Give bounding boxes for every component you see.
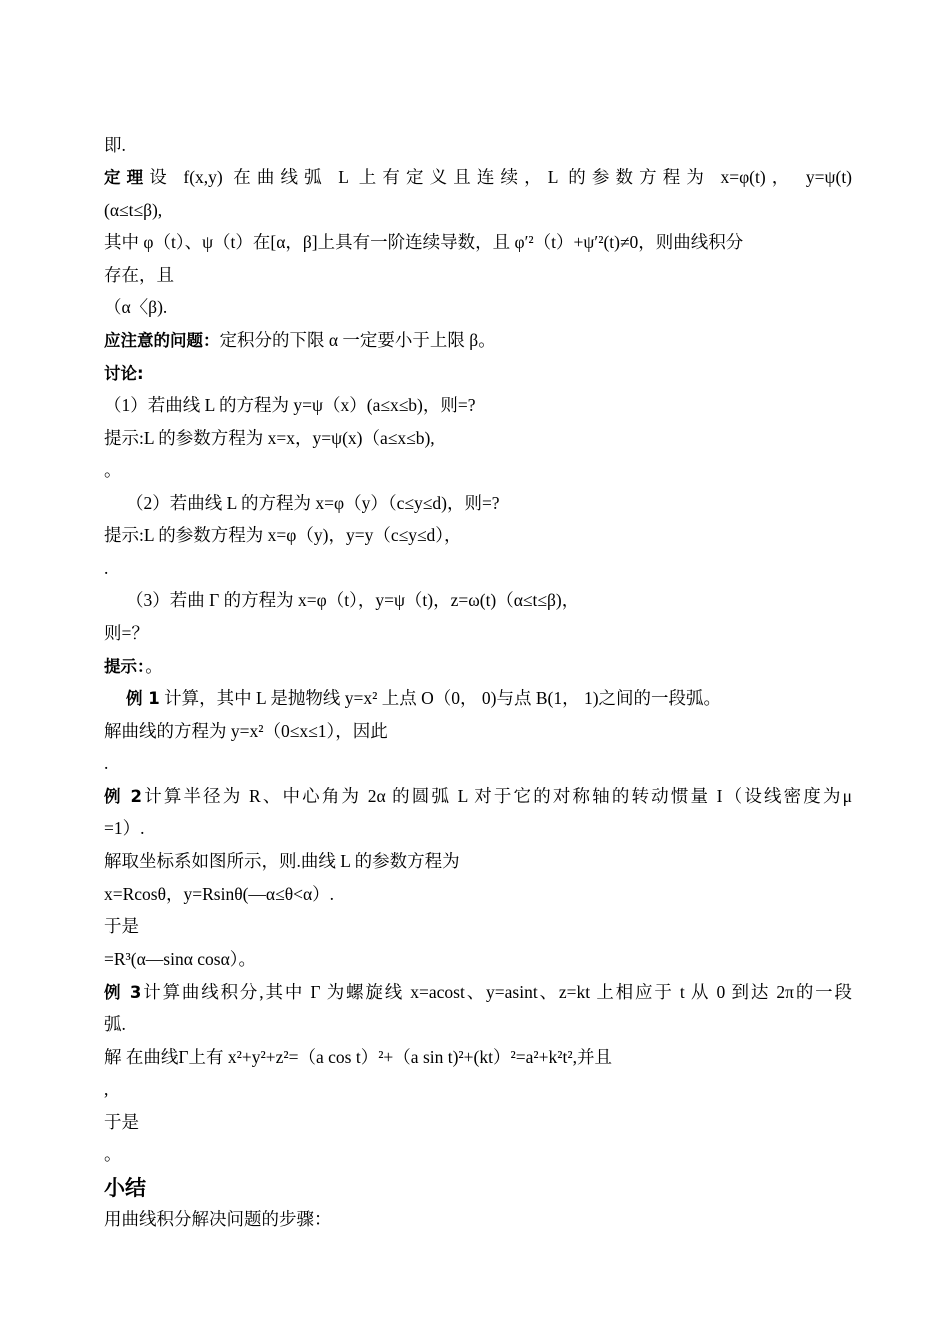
text-line: 提示:L 的参数方程为 x=φ（y)，y=y（c≤y≤d）， (104, 525, 462, 545)
example-2-line: 例 2计算半径为 R、中心角为 2α 的圆弧 L 对于它的对称轴的转动惯量 I（设线密度为μ (104, 786, 852, 806)
text-line: 即. (104, 135, 126, 155)
text-line: 解 在曲线Γ上有 x²+y²+z²=（a cos t）²+（a sin t)²+(kt）²=a²+k²t²,并且 (104, 1047, 612, 1067)
text-line: （3）若曲 Γ 的方程为 x=φ（t），y=ψ（t)，z=ω(t)（α≤t≤β)， (126, 590, 580, 610)
text-line: =1）. (104, 818, 145, 838)
hint-line: 提示：。 (104, 656, 163, 676)
example-3-line: 例 3计算曲线积分,其中 Γ 为螺旋线 x=acost、y=asint、z=kt 上相应于 t 从 0 到达 2π的一段 (104, 982, 852, 1002)
text-line: （α〈β). (104, 297, 168, 317)
text-line: (α≤t≤β), (104, 200, 163, 220)
text-line: 存在，且 (104, 265, 174, 285)
text-line: 应注意的问题：定积分的下限 α 一定要小于上限 β。 (104, 330, 496, 350)
example-1-line: 例 1 计算，其中 L 是抛物线 y=x² 上点 O（0， 0)与点 B(1， 1)之间的一段弧。 (126, 688, 722, 708)
text-line: 解取坐标系如图所示，则.曲线 L 的参数方程为 (104, 851, 460, 871)
bold-label: 定理 (104, 168, 150, 187)
text-line: 。 (104, 460, 122, 480)
bold-label: 例 2 (104, 787, 143, 806)
text-line: 用曲线积分解决问题的步骤： (104, 1209, 332, 1229)
text-line: （1）若曲线 L 的方程为 y=ψ（x）(a≤x≤b)，则=? (104, 395, 476, 415)
text-line: 提示:L 的参数方程为 x=x，y=ψ(x)（a≤x≤b), (104, 428, 435, 448)
text-line: , (104, 1079, 109, 1099)
text-line: x=Rcosθ，y=Rsinθ(—α≤θ<α）. (104, 884, 334, 904)
text-line: 解曲线的方程为 y=x²（0≤x≤1），因此 (104, 721, 388, 741)
bold-label: 例 3 (104, 983, 142, 1002)
text-line: 则=？ (104, 623, 149, 643)
bold-label: 提示： (104, 657, 146, 676)
text-line: 于是 (104, 916, 139, 936)
theorem-line: 定理设 f(x,y) 在曲线弧 L 上有定义且连续，L 的参数方程为 x=φ(t)， y=ψ(t) (104, 167, 853, 187)
text-line: 。 (104, 1144, 122, 1164)
bold-label: 应注意的问题： (104, 331, 220, 350)
text-line: . (104, 753, 109, 773)
text-line: =R³(α—sinα cosα）。 (104, 949, 256, 969)
text-line: 于是 (104, 1112, 139, 1132)
summary-heading: 小结 (104, 1176, 146, 1200)
text-line: . (104, 558, 109, 578)
discussion-heading (104, 361, 852, 386)
bold-label: 例 1 (126, 689, 160, 708)
bold-label: 讨论: (104, 364, 144, 383)
text-line: （2）若曲线 L 的方程为 x=φ（y）（c≤y≤d)，则=? (126, 493, 500, 513)
text-line: 其中 φ（t）、ψ（t）在[α，β]上具有一阶连续导数，且 φ′²（t）+ψ′²(t)≠0，则曲线积分 (104, 232, 744, 252)
text-line: 弧. (104, 1014, 126, 1034)
